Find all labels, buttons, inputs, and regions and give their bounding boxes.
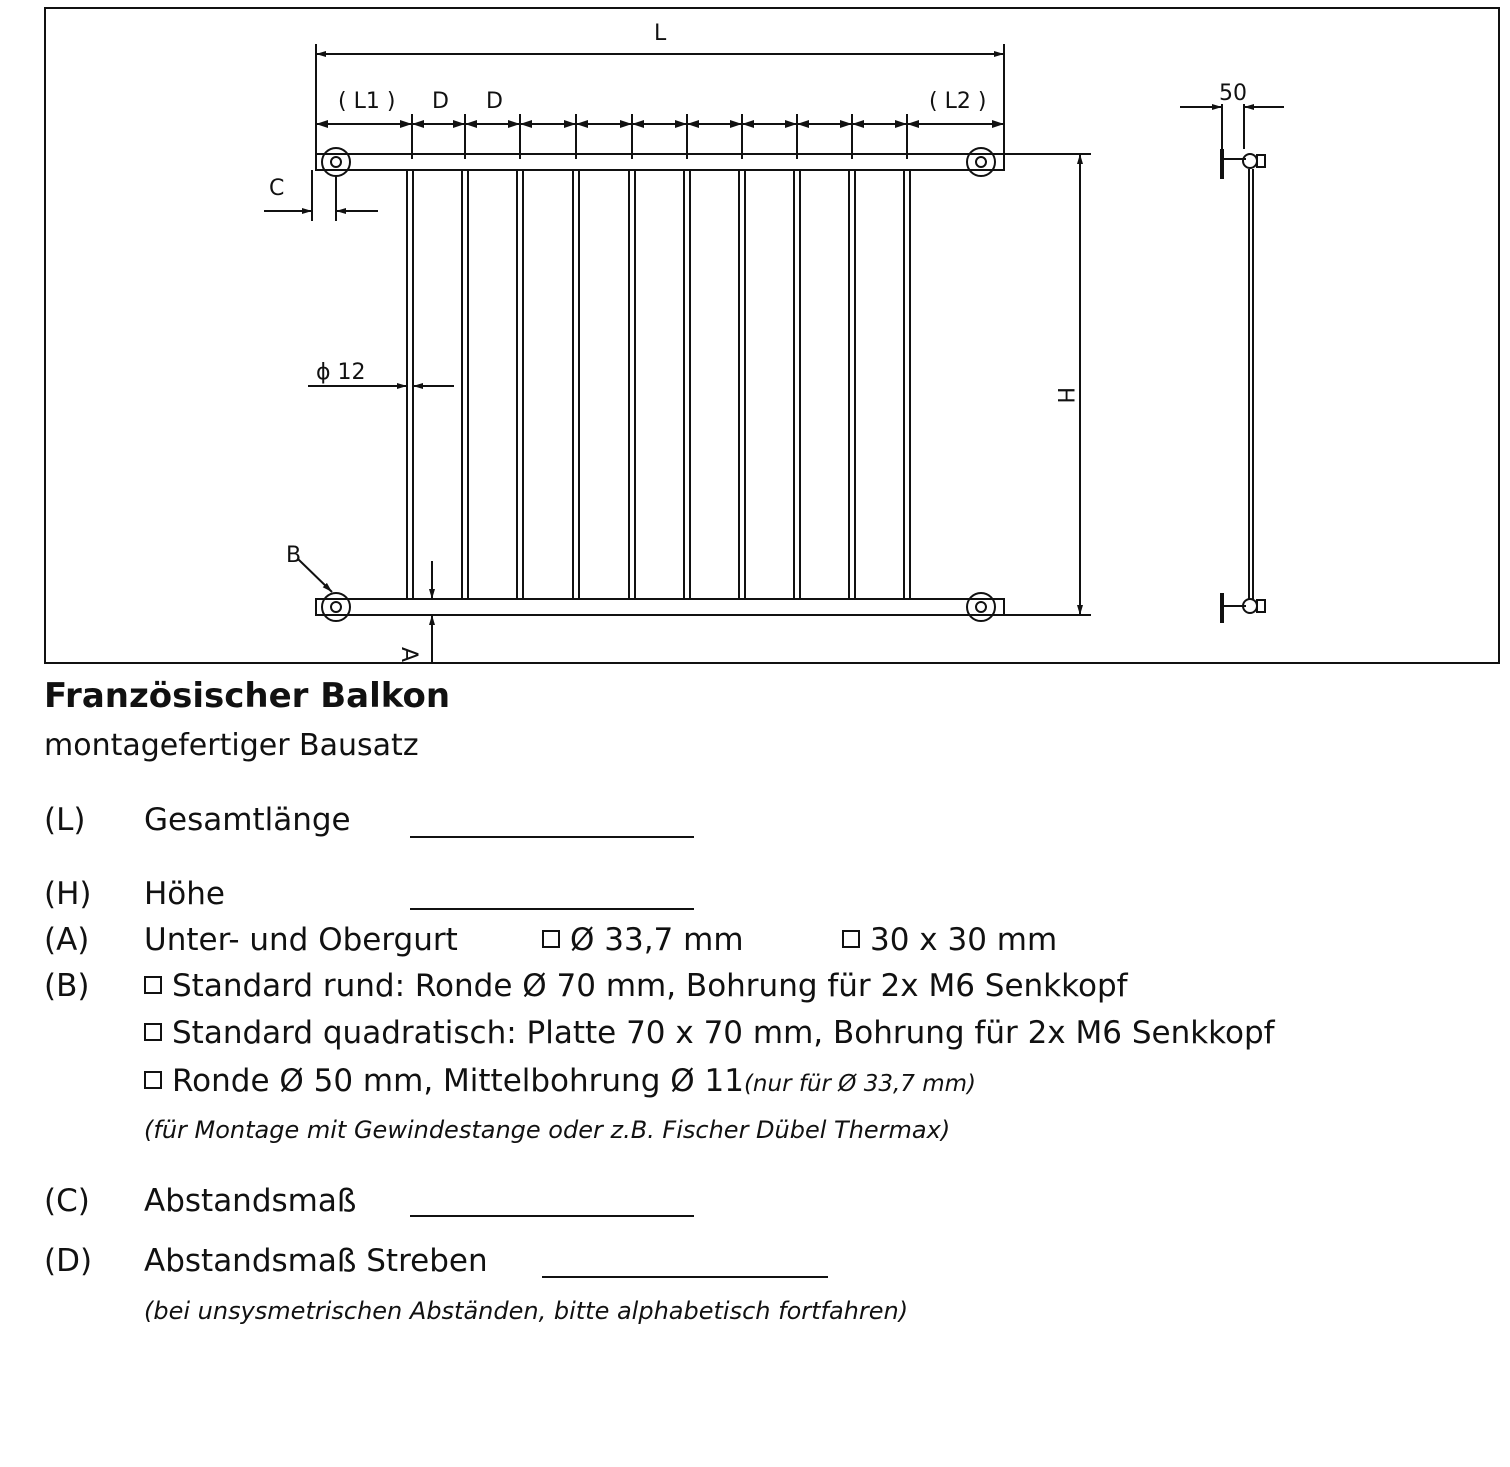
- field-code: (B): [44, 968, 90, 1004]
- bottom-rail: [316, 599, 1004, 615]
- side-view: [1222, 149, 1265, 623]
- field-label: Abstandsmaß: [144, 1183, 357, 1219]
- field-code: (H): [44, 876, 92, 912]
- mounting-note: (für Montage mit Gewindestange oder z.B. Fischer Dübel Thermax): [144, 1116, 951, 1144]
- field-row-b3: [0, 1063, 1510, 1103]
- field-row-b: [0, 968, 1510, 1008]
- checkbox[interactable]: [842, 930, 860, 948]
- field-row-d: [0, 1243, 1510, 1283]
- label-d2: D: [486, 89, 503, 114]
- technical-drawing: [44, 7, 1500, 664]
- balusters: [407, 170, 910, 599]
- label-a: A: [396, 647, 421, 663]
- label-l2: ( L2 ): [929, 89, 987, 114]
- field-code: (A): [44, 922, 90, 958]
- page-title: Französischer Balkon: [44, 676, 451, 716]
- chain-ticks: [412, 114, 907, 159]
- option-ronde-50[interactable]: Ronde Ø 50 mm, Mittelbohrung Ø 11(nur für Ø 33,7 mm): [144, 1063, 976, 1099]
- page-subtitle: montagefertiger Bausatz: [44, 728, 419, 763]
- field-label: Abstandsmaß Streben: [144, 1243, 488, 1279]
- field-label: Gesamtlänge: [144, 802, 351, 838]
- field-row-b2: [0, 1015, 1510, 1055]
- option-standard-square[interactable]: Standard quadratisch: Platte 70 x 70 mm, Bohrung für 2x M6 Senkkopf: [144, 1015, 1275, 1051]
- label-side-depth: 50: [1219, 81, 1247, 106]
- field-row-h: [0, 876, 1510, 916]
- length-input-line[interactable]: [410, 836, 694, 838]
- field-label: Höhe: [144, 876, 225, 912]
- label-h: H: [1052, 387, 1077, 404]
- checkbox[interactable]: [542, 930, 560, 948]
- field-code: (L): [44, 802, 86, 838]
- field-row-c: [0, 1183, 1510, 1223]
- label-l: L: [654, 21, 667, 46]
- field-code: (C): [44, 1183, 90, 1219]
- checkbox[interactable]: [144, 1023, 162, 1041]
- label-c: C: [269, 176, 285, 201]
- top-rail: [316, 154, 1004, 170]
- strut-note: (bei unsysmetrischen Abständen, bitte alphabetisch fortfahren): [144, 1297, 909, 1325]
- label-b: B: [286, 543, 302, 568]
- label-d1: D: [432, 89, 449, 114]
- option-square-30[interactable]: 30 x 30 mm: [842, 922, 1057, 958]
- option-round-33[interactable]: Ø 33,7 mm: [542, 922, 744, 958]
- checkbox[interactable]: [144, 976, 162, 994]
- option-note: (nur für Ø 33,7 mm): [743, 1071, 977, 1097]
- checkbox[interactable]: [144, 1071, 162, 1089]
- strut-spacing-input-line[interactable]: [542, 1276, 828, 1278]
- label-diameter: ϕ 12: [316, 360, 366, 385]
- balcony-drawing-svg: [46, 9, 1502, 666]
- option-standard-round[interactable]: Standard rund: Ronde Ø 70 mm, Bohrung für 2x M6 Senkkopf: [144, 968, 1128, 1004]
- mounting-rondes: [322, 148, 995, 621]
- field-label: Unter- und Obergurt: [144, 922, 458, 958]
- label-l1: ( L1 ): [338, 89, 396, 114]
- spacing-input-line[interactable]: [410, 1215, 694, 1217]
- field-code: (D): [44, 1243, 93, 1279]
- height-input-line[interactable]: [410, 908, 694, 910]
- field-row-l: [0, 802, 1510, 842]
- field-row-a: [0, 922, 1510, 962]
